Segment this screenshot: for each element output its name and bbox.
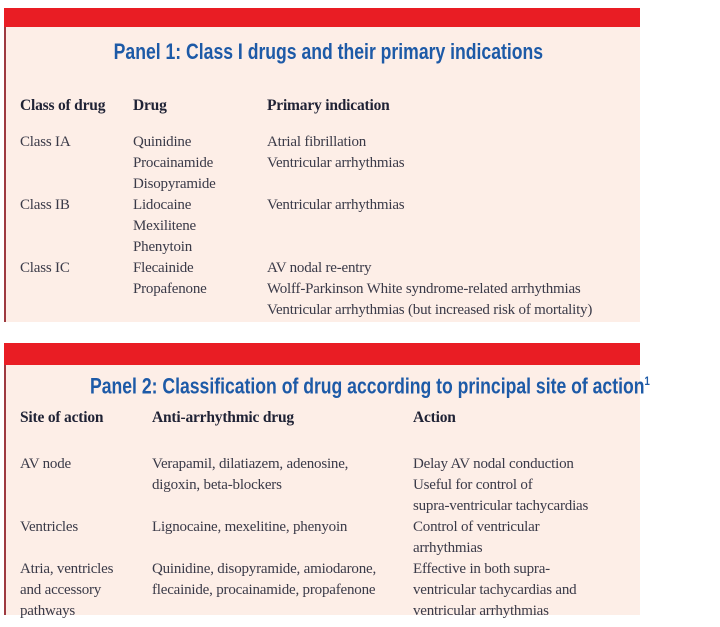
panel-1-header-drug: Drug — [133, 97, 167, 114]
class-cell: Class IC — [20, 260, 70, 276]
site-cell: AV node — [20, 456, 71, 473]
site-cell: Ventricles — [20, 519, 78, 536]
indication-cell: Ventricular arrhythmias — [267, 197, 405, 213]
drug-cell: Verapamil, dilatiazem, adenosine, digoxin, beta-blockers — [152, 456, 349, 494]
action-cell: Delay AV nodal conduction Useful for control of supra-ventricular tachycardias — [413, 456, 589, 515]
panel-1-title-text: Panel 1: Class I drugs and their primary indications — [113, 39, 543, 64]
panel-2-header-site-of-action: Site of action — [20, 409, 104, 427]
panel-1-column-headers — [20, 95, 636, 116]
drug-cell: Lignocaine, mexelitine, phenyoin — [152, 519, 348, 536]
panel-2-table-body — [20, 454, 636, 622]
panel-2-header-action: Action — [413, 409, 456, 427]
panel-2-header-anti-arrhythmic-drug: Anti-arrhythmic drug — [152, 409, 294, 427]
panel-1-title — [20, 27, 636, 66]
drug-cell: Quinidine Procainamide Disopyramide — [133, 134, 216, 192]
panel-2-red-bar — [4, 343, 640, 365]
panel-1-table-body — [20, 132, 636, 321]
table-row-av-node — [20, 454, 636, 517]
panel-2 — [4, 343, 650, 620]
panel-1-red-bar — [4, 8, 640, 27]
table-row-atria-ventricles — [20, 559, 636, 622]
class-cell: Class IA — [20, 134, 71, 150]
drug-cell: Flecainide Propafenone — [133, 260, 207, 297]
indication-cell: AV nodal re-entry Wolff-Parkinson White syndrome-related arrhythmias Ventricular arrhythmias (but increased risk of mortality) — [267, 260, 593, 318]
indication-cell: Atrial fibrillation Ventricular arrhythmias — [267, 134, 405, 171]
panel-1 — [4, 8, 640, 322]
panel-2-title-text: Panel 2: Classification of drug according to principal site of action — [89, 373, 645, 399]
table-row-class-ib — [20, 195, 636, 258]
action-cell: Control of ventricular arrhythmias — [413, 519, 540, 557]
panel-2-title — [20, 365, 650, 400]
class-cell: Class IB — [20, 197, 70, 213]
drug-cell: Quinidine, disopyramide, amiodarone, flecainide, procainamide, propafenone — [152, 561, 376, 599]
table-row-class-ia — [20, 132, 636, 195]
panel-1-header-class-of-drug: Class of drug — [20, 97, 106, 114]
panel-1-header-primary-indication: Primary indication — [267, 97, 390, 114]
panel-2-content — [4, 365, 650, 620]
panel-2-column-headers — [20, 407, 636, 428]
action-cell: Effective in both supra- ventricular tachycardias and ventricular arrhythmias — [413, 561, 577, 620]
table-row-class-ic — [20, 258, 636, 321]
panel-1-content — [4, 27, 640, 322]
panel-2-title-reference-superscript: 1 — [644, 374, 650, 388]
site-cell: Atria, ventricles and accessory pathways — [20, 561, 114, 620]
table-row-ventricles — [20, 517, 636, 559]
drug-cell: Lidocaine Mexilitene Phenytoin — [133, 197, 196, 255]
